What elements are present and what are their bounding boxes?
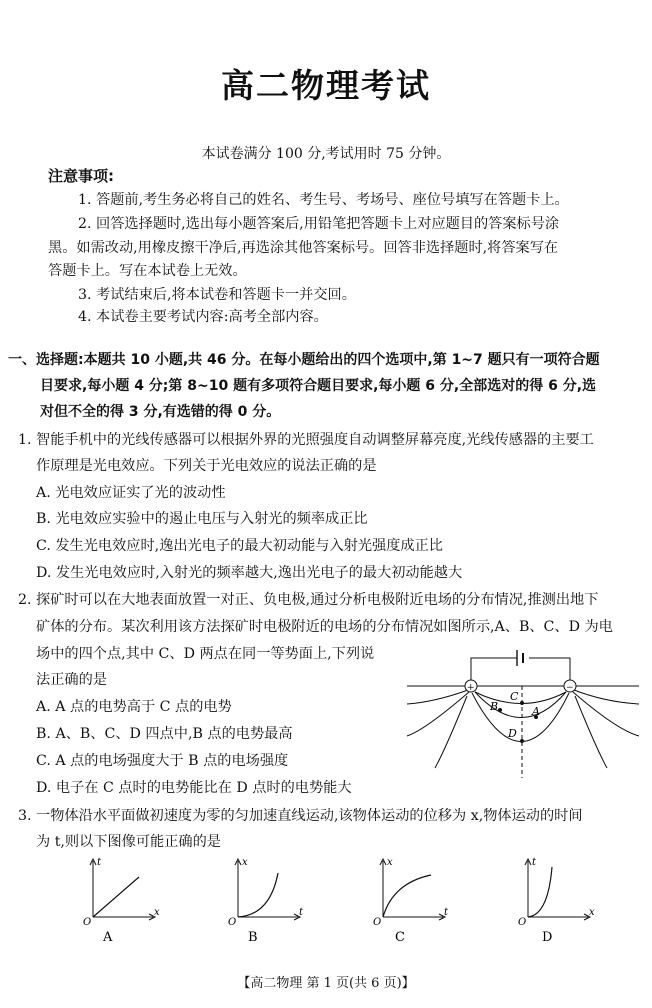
graph-a-origin: O [83,917,92,928]
q2-stem: 矿体的分布。某次利用该方法探矿时电极附近的电场的分布情况如图所示,A、B、C、D 为电 [36,619,613,635]
graph-b-label: B [248,930,258,945]
section-heading-line: 对但不全的得 3 分,有选错的得 0 分。 [40,404,281,420]
graph-d-label: D [542,930,553,945]
point-label-c: C [510,690,519,703]
graph-a-ylabel: t [97,857,102,868]
q2-option-c: C. A 点的电场强度大于 B 点的电场强度 [36,753,289,769]
q3-stem: 为 t,则以下图像可能正确的是 [36,834,221,850]
graph-c [365,855,455,945]
q2-stem: 法正确的是 [36,672,107,688]
notice-line: 2. 回答选择题时,选出每小题答案后,用铅笔把答题卡上对应题目的答案标号涂 [78,216,560,232]
q1-stem: 1. 智能手机中的光线传感器可以根据外界的光照强度自动调整屏幕亮度,光线传感器的主要工 [18,432,594,448]
notice-line: 答题卡上。写在本试卷上无效。 [48,263,247,279]
graph-b-xlabel: t [299,907,304,918]
notice-line: 黑。如需改动,用橡皮擦干净后,再选涂其他答案标号。回答非选择题时,将答案写在 [48,240,559,256]
graph-a-label: A [103,930,113,945]
graph-b-origin: O [228,917,237,928]
graph-a [75,855,165,945]
graph-c-ylabel: x [387,857,393,868]
graph-c-xlabel: t [444,907,449,918]
graph-b-ylabel: x [242,857,248,868]
q1-option-c: C. 发生光电效应时,逸出光电子的最大初动能与入射光强度成正比 [36,538,443,554]
q1-option-d: D. 发生光电效应时,入射光的频率越大,逸出光电子的最大初动能越大 [36,565,463,581]
svg-text:−: − [566,683,574,693]
graph-c-origin: O [373,917,382,928]
notice-heading: 注意事项: [48,167,114,185]
graph-d-xlabel: x [589,907,595,918]
point-label-d: D [508,727,517,740]
q1-option-a: A. 光电效应证实了光的波动性 [36,485,226,501]
page-footer: 【高二物理 第 1 页(共 6 页)】 [237,976,415,991]
notice-line: 3. 考试结束后,将本试卷和答题卡一并交回。 [78,287,356,303]
graph-d [510,855,600,945]
exam-info: 本试卷满分 100 分,考试用时 75 分钟。 [201,146,451,162]
q1-stem: 作原理是光电效应。下列关于光电效应的说法正确的是 [36,458,377,474]
graph-a-xlabel: x [154,907,160,918]
graph-d-ylabel: t [532,857,537,868]
q2-option-b: B. A、B、C、D 四点中,B 点的电势最高 [36,726,293,742]
q3-stem: 3. 一物体沿水平面做初速度为零的匀加速直线运动,该物体运动的位移为 x,物体运动的时间 [18,808,583,824]
graph-b [220,855,310,945]
graph-c-label: C [395,930,405,945]
notice-line: 4. 本试卷主要考试内容:高考全部内容。 [78,309,328,325]
electric-field-figure [405,640,641,780]
notice-line: 1. 答题前,考生务必将自己的姓名、考生号、考场号、座位号填写在答题卡上。 [78,192,569,208]
svg-text:+: + [467,683,475,693]
q2-option-d: D. 电子在 C 点时的电势能比在 D 点时的电势能大 [36,780,352,796]
section-heading-line: 一、选择题:本题共 10 小题,共 46 分。在每小题给出的四个选项中,第 1~7 题只有一项符合题 [8,352,600,368]
q1-option-b: B. 光电效应实验中的遏止电压与入射光的频率成正比 [36,511,368,527]
q2-stem: 场中的四个点,其中 C、D 两点在同一等势面上,下列说 [36,646,375,662]
section-heading-line: 目要求,每小题 4 分;第 8~10 题有多项符合题目要求,每小题 6 分,全部选对的得 6 分,选 [40,378,597,394]
page-title: 高二物理考试 [221,66,431,105]
q2-option-a: A. A 点的电势高于 C 点的电势 [36,699,232,715]
q2-stem: 2. 探矿时可以在大地表面放置一对正、负电极,通过分析电极附近电场的分布情况,推测出地下 [18,592,599,608]
point-label-a: A [532,705,540,718]
point-label-b: B [490,700,499,713]
graph-d-origin: O [518,917,527,928]
